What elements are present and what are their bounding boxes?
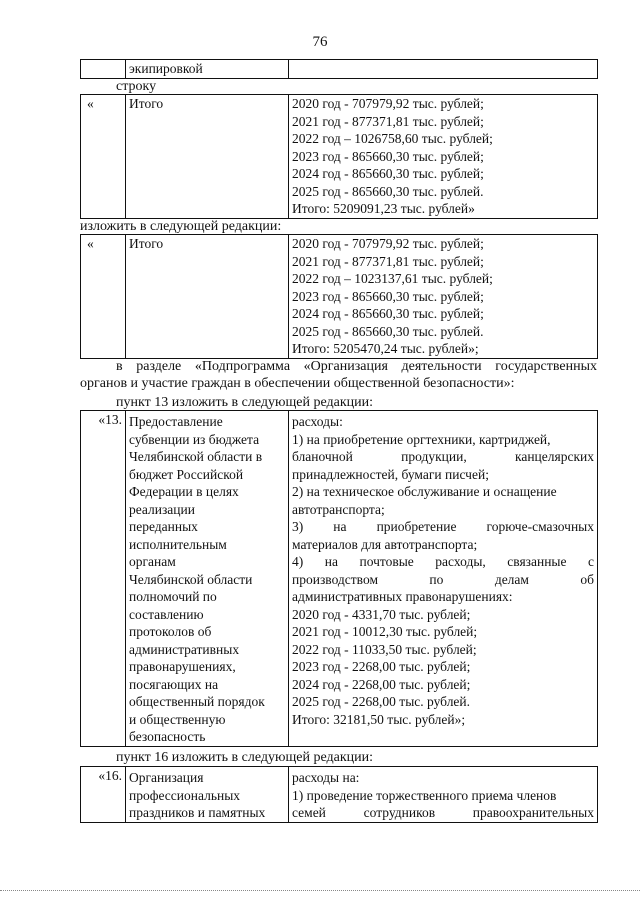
punkt13-desc-line: правонарушениях, [129, 659, 236, 674]
new-itogo-label: Итого [126, 235, 289, 359]
new-itogo-line: 2025 год - 865660,30 тыс. рублей. [292, 323, 484, 339]
punkt13-desc-line: бюджет Российской [129, 466, 244, 482]
new-itogo-line: 2024 год - 865660,30 тыс. рублей; [292, 306, 484, 321]
punkt13-exp-line: принадлежностей, бумаги писчей; [292, 466, 489, 482]
punkt13-desc-line: составлению [129, 606, 204, 622]
punkt13-desc-line: субвенции из бюджета [129, 431, 260, 447]
punkt13-description [126, 411, 289, 747]
punkt16-desc-line: праздников и памятных [129, 805, 266, 820]
top-table-fragment [80, 59, 598, 79]
punkt16-intro: пункт 16 изложить в следующей редакции: [116, 750, 373, 765]
page-number: 76 [312, 34, 328, 50]
punkt16-exp-line: 1) проведение торжественного приема членов [292, 787, 557, 803]
punkt13-exp-line: 2025 год - 2268,00 тыс. рублей. [292, 694, 471, 709]
punkt13-exp-line: 4) на почтовые расходы, связанные с [292, 554, 594, 569]
punkt13-desc-line: исполнительным [129, 536, 227, 552]
punkt13-desc-line: реализации [129, 501, 195, 517]
punkt13-desc-line: органам [129, 554, 176, 569]
old-itogo-line: 2025 год - 865660,30 тыс. рублей. [292, 183, 484, 199]
punkt13-desc-line: протоколов об [129, 624, 212, 639]
new-itogo-line: 2023 год - 865660,30 тыс. рублей; [292, 288, 484, 304]
section-paragraph-line1: в разделе «Подпрограмма «Организация деятельности государственных [116, 359, 597, 374]
punkt13-desc-line: общественный порядок [129, 694, 265, 709]
punkt13-exp-line: производством по делам об [292, 571, 594, 587]
punkt16-exp-line: расходы на: [292, 770, 360, 785]
punkt13-exp-line: бланочной продукции, канцелярских [292, 449, 594, 464]
punkt13-table [80, 410, 598, 747]
punkt13-exp-line: автотранспорта; [292, 501, 385, 517]
punkt13-desc-line: административных [129, 641, 240, 657]
punkt13-exp-total: Итого: 32181,50 тыс. рублей»; [292, 711, 466, 727]
new-itogo-line: 2022 год – 1023137,61 тыс. рублей; [292, 271, 493, 286]
old-itogo-line: 2022 год – 1026758,60 тыс. рублей; [292, 131, 493, 146]
new-itogo-quote: « [81, 235, 126, 359]
punkt13-desc-line: Предоставление [129, 414, 223, 429]
punkt16-expenses [289, 767, 598, 823]
punkt16-exp-line: семей сотрудников правоохранительных [292, 805, 594, 820]
bottom-rule [0, 890, 640, 891]
punkt13-exp-line: 2024 год - 2268,00 тыс. рублей; [292, 676, 471, 692]
old-itogo-quote: « [81, 95, 126, 219]
new-itogo-table [80, 234, 598, 359]
old-itogo-label: Итого [126, 95, 289, 219]
punkt13-number: «13. [81, 411, 126, 747]
section-paragraph-line2: органов и участие граждан в обеспечении общественной безопасности»: [80, 376, 515, 391]
old-itogo-line: 2020 год - 707979,92 тыс. рублей; [292, 96, 484, 111]
punkt13-expenses [289, 411, 598, 747]
old-itogo-total: Итого: 5209091,23 тыс. рублей» [292, 201, 475, 216]
section-paragraph [80, 358, 597, 392]
punkt13-exp-line: расходы: [292, 414, 343, 429]
old-itogo-line: 2024 год - 865660,30 тыс. рублей; [292, 166, 484, 181]
punkt13-desc-line: Челябинской области в [129, 449, 263, 464]
punkt13-exp-line: 2022 год - 11033,50 тыс. рублей; [292, 641, 477, 657]
old-itogo-values [289, 95, 598, 219]
punkt16-desc-line: Организация [129, 770, 204, 785]
text-izlozhit: изложить в следующей редакции: [80, 219, 282, 234]
top-table-col3 [289, 60, 598, 79]
old-itogo-line: 2021 год - 877371,81 тыс. рублей; [292, 113, 484, 129]
old-itogo-line: 2023 год - 865660,30 тыс. рублей; [292, 148, 484, 164]
punkt16-number: «16. [81, 767, 126, 823]
top-table-col2: экипировкой [126, 60, 289, 79]
punkt13-desc-line: и общественную [129, 711, 226, 727]
new-itogo-values [289, 235, 598, 359]
punkt13-desc-line: посягающих на [129, 676, 219, 692]
old-itogo-table [80, 94, 598, 219]
punkt13-desc-line: Челябинской области [129, 571, 253, 587]
punkt13-exp-line: 1) на приобретение оргтехники, картриджей, [292, 431, 551, 447]
new-itogo-total: Итого: 5205470,24 тыс. рублей»; [292, 341, 479, 356]
punkt13-desc-line: полномочий по [129, 589, 217, 604]
punkt13-desc-line: безопасность [129, 729, 206, 744]
new-itogo-line: 2021 год - 877371,81 тыс. рублей; [292, 253, 484, 269]
punkt13-intro: пункт 13 изложить в следующей редакции: [116, 395, 373, 410]
punkt16-desc-line: профессиональных [129, 787, 241, 803]
punkt13-exp-line: административных правонарушениях: [292, 589, 513, 604]
punkt13-desc-line: переданных [129, 519, 198, 534]
punkt16-description [126, 767, 289, 823]
punkt16-table [80, 766, 598, 823]
punkt13-desc-line: Федерации в целях [129, 484, 239, 499]
text-stroku: строку [116, 79, 157, 94]
punkt13-exp-line: 2021 год - 10012,30 тыс. рублей; [292, 624, 478, 639]
top-table-col1 [81, 60, 126, 79]
new-itogo-line: 2020 год - 707979,92 тыс. рублей; [292, 236, 484, 251]
punkt13-exp-line: 3) на приобретение горюче-смазочных [292, 519, 594, 534]
punkt13-exp-line: материалов для автотранспорта; [292, 536, 478, 552]
punkt13-exp-line: 2) на техническое обслуживание и оснащение [292, 484, 557, 499]
punkt13-exp-line: 2020 год - 4331,70 тыс. рублей; [292, 606, 471, 622]
punkt13-exp-line: 2023 год - 2268,00 тыс. рублей; [292, 659, 471, 674]
